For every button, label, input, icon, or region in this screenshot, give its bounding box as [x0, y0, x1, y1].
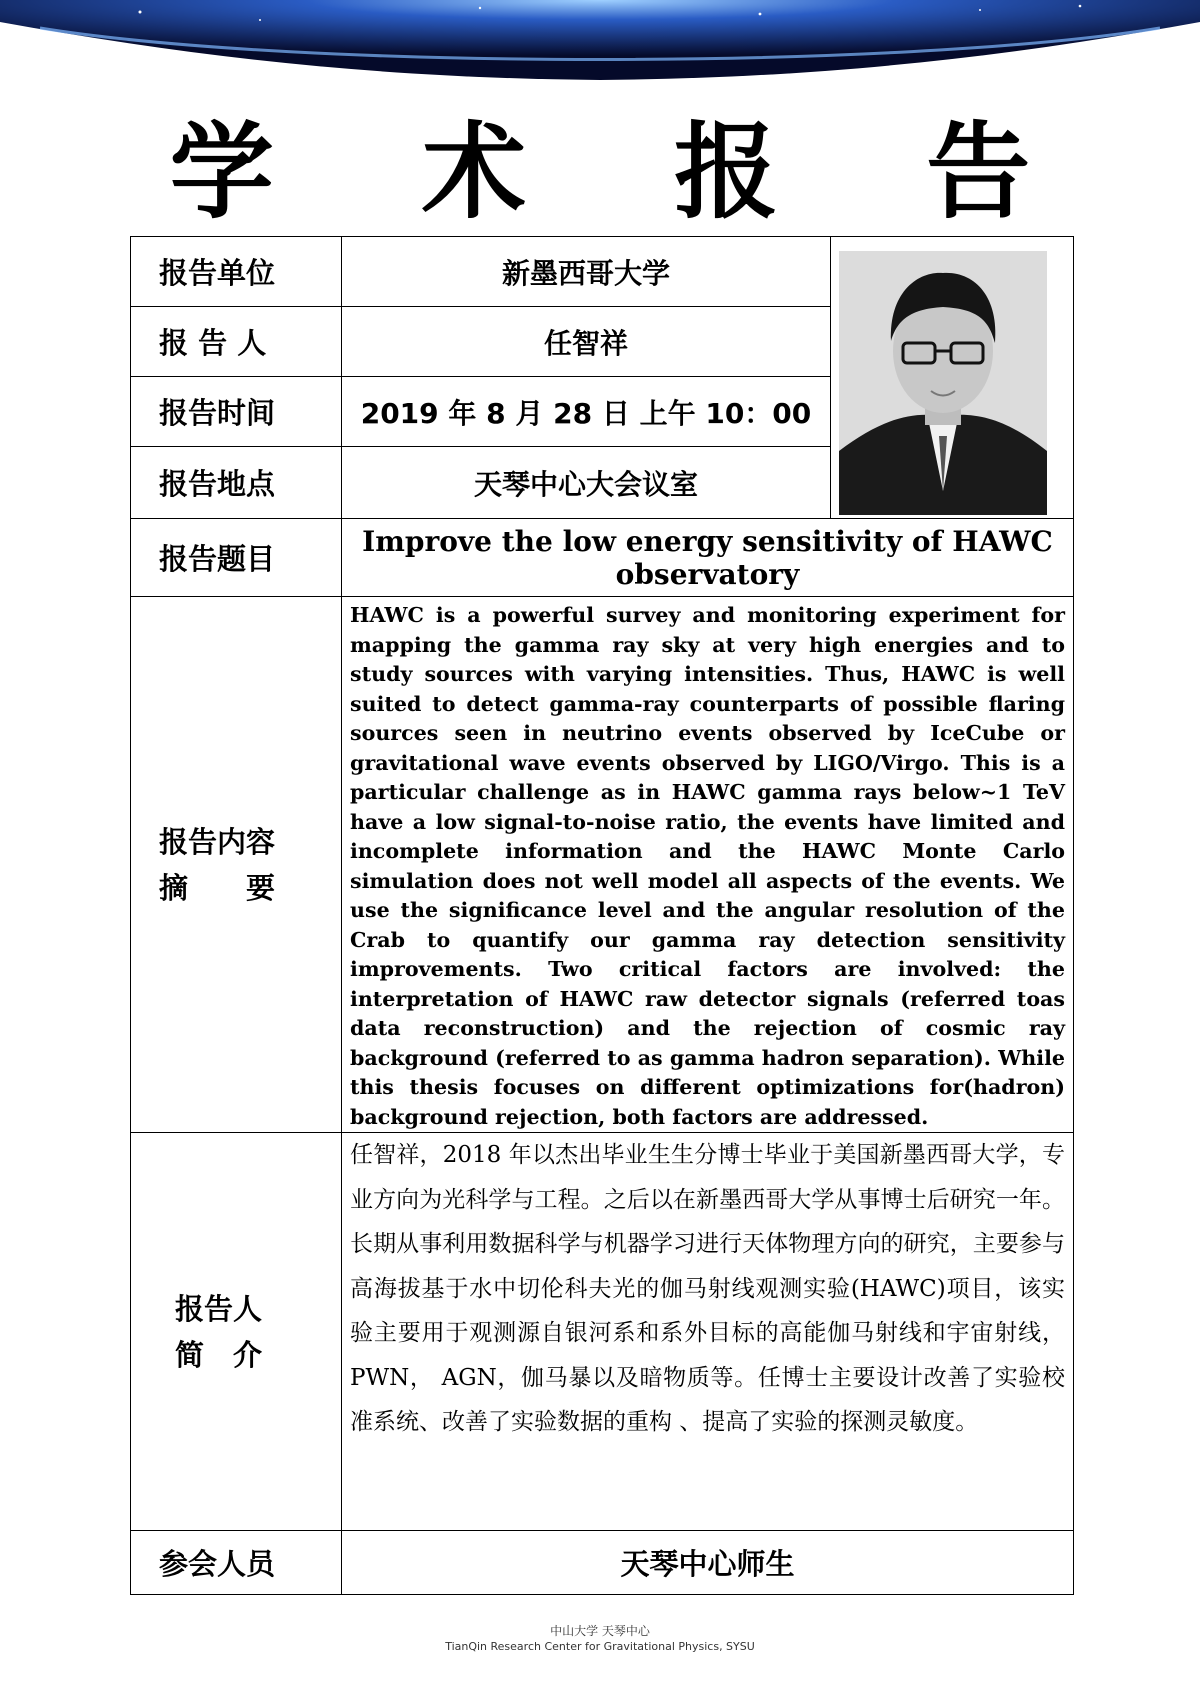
page-title: 学 术 报 告 [169, 110, 1087, 233]
abstract-label [131, 597, 342, 1133]
place-label: 报告地点 [131, 447, 342, 519]
speaker-portrait [839, 251, 1047, 515]
unit-label: 报告单位 [131, 237, 342, 307]
attendees-label: 参会人员 [131, 1531, 342, 1595]
photo-cell [831, 237, 1074, 519]
unit-value: 新墨西哥大学 [342, 237, 831, 307]
row-unit [131, 237, 1074, 307]
footer-cn: 中山大学 天琴中心 [550, 1624, 650, 1638]
time-label: 报告时间 [131, 377, 342, 447]
abstract-label-line1: 报告内容 [159, 824, 276, 859]
speaker-value: 任智祥 [342, 307, 831, 377]
row-abstract [131, 597, 1074, 1133]
bio-label-line1: 报告人 [175, 1291, 263, 1326]
time-value: 2019 年 8 月 28 日 上午 10：00 [342, 377, 831, 447]
row-topic [131, 519, 1074, 597]
attendees-value: 天琴中心师生 [342, 1531, 1074, 1595]
bio-label-line2: 简 介 [175, 1337, 263, 1372]
place-value: 天琴中心大会议室 [342, 447, 831, 519]
speaker-label: 报 告 人 [131, 307, 342, 377]
row-attendees [131, 1531, 1074, 1595]
bio-cell [342, 1133, 1074, 1531]
abstract-cell [342, 597, 1074, 1133]
abstract-label-line2: 摘 要 [159, 870, 276, 905]
bio-label [131, 1133, 342, 1531]
footer-en: TianQin Research Center for Gravitational Physics, SYSU [445, 1640, 755, 1653]
abstract-text: HAWC is a powerful survey and monitoring experiment for mapping the gamma ray sky at very high energies and to study sources with varying intensities. Thus, HAWC is well suited to detect gamma-ray counterparts of possible flaring sources seen in neutrino events observed by IceCube or gravitational wave events observed by LIGO/Virgo. This is a particular challenge as in HAWC gamma rays below~1 TeV have a low signal-to-noise ratio, the events have limited and incomplete information and the HAWC Monte Carlo simulation does not well model all aspects of the events. We use the significance level and the angular resolution of the Crab to quantify our gamma ray detection sensitivity improvements. Two critical factors are involved: the interpretation of HAWC raw detector signals (referred toas data reconstruction) and the rejection of cosmic ray background (referred to as gamma hadron separation). While this thesis focuses on different optimizations for(hadron) background rejection, both factors are addressed. [350, 603, 1065, 1129]
row-bio [131, 1133, 1074, 1531]
topic-label: 报告题目 [131, 519, 342, 597]
speaker-photo [839, 251, 1047, 515]
space-banner [0, 0, 1200, 100]
topic-value: Improve the low energy sensitivity of HAWC observatory [342, 519, 1074, 597]
bio-text: 任智祥，2018 年以杰出毕业生生分博士毕业于美国新墨西哥大学，专业方向为光科学与工程。之后以在新墨西哥大学从事博士后研究一年。长期从事利用数据科学与机器学习进行天体物理方向的研究，主要参与高海拔基于水中切伦科夫光的伽马射线观测实验(HAWC)项目，该实验主要用于观测源自银河系和系外目标的高能伽马射线和宇宙射线，PWN， AGN，伽马暴以及暗物质等。任博士主要设计改善了实验校准系统、改善了实验数据的重构 、提高了实验的探测灵敏度。 [350, 1142, 1065, 1435]
info-table [130, 236, 1074, 1595]
